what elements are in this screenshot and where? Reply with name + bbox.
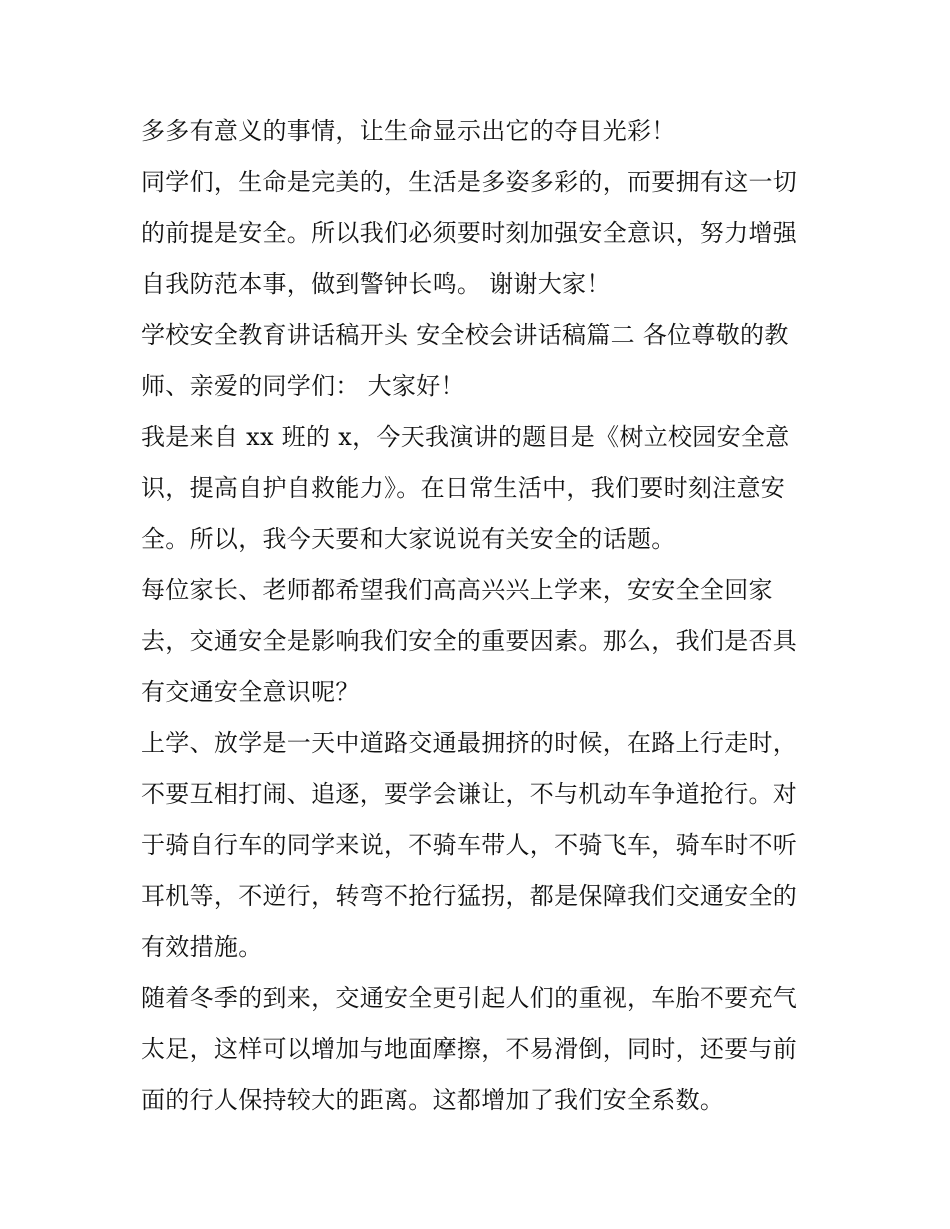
text-line: 师、亲爱的同学们： 大家好！ bbox=[141, 372, 465, 400]
text-line: 去，交通安全是影响我们安全的重要因素。那么，我们是否具 bbox=[141, 627, 798, 655]
text-line: 识，提高自护自救能力》。在日常生活中，我们要时刻注意安 bbox=[141, 474, 786, 502]
document-body bbox=[141, 106, 813, 1126]
text-line: 不要互相打闹、追逐，要学会谦让，不与机动车争道抢行。对 bbox=[141, 780, 798, 808]
text-line: 耳机等，不逆行，转弯不抢行猛拐，都是保障我们交通安全的 bbox=[141, 882, 798, 910]
text-line: 全。所以，我今天要和大家说说有关安全的话题。 bbox=[141, 525, 676, 553]
text-line: 的前提是安全。所以我们必须要时刻加强安全意识，努力增强 bbox=[141, 219, 798, 247]
paragraph bbox=[141, 565, 813, 718]
text-line: 每位家长、老师都希望我们高高兴兴上学来，安安全全回家 bbox=[141, 576, 773, 604]
text-line: 于骑自行车的同学来说，不骑车带人，不骑飞车，骑车时不听 bbox=[141, 831, 798, 859]
paragraph bbox=[141, 412, 813, 565]
text-line: 多多有意义的事情，让生命显示出它的夺目光彩！ bbox=[141, 117, 676, 145]
text-line: 上学、放学是一天中道路交通最拥挤的时候，在路上行走时， bbox=[141, 729, 798, 757]
text-line: 太足，这样可以增加与地面摩擦，不易滑倒，同时，还要与前 bbox=[141, 1035, 798, 1063]
paragraph bbox=[141, 157, 813, 310]
paragraph bbox=[141, 106, 813, 157]
paragraph bbox=[141, 310, 813, 412]
text-line: 学校安全教育讲话稿开头 安全校会讲话稿篇二 各位尊敬的教 bbox=[141, 321, 789, 349]
paragraph bbox=[141, 718, 813, 973]
text-line: 我是来自 xx 班的 x，今天我演讲的题目是《树立校园安全意 bbox=[141, 423, 790, 451]
paragraph bbox=[141, 973, 813, 1126]
text-line: 有交通安全意识呢？ bbox=[141, 678, 360, 706]
text-line: 同学们，生命是完美的，生活是多姿多彩的，而要拥有这一切 bbox=[141, 168, 798, 196]
text-line: 有效措施。 bbox=[141, 933, 263, 961]
text-line: 自我防范本事，做到警钟长鸣。 谢谢大家！ bbox=[141, 270, 611, 298]
text-line: 面的行人保持较大的距离。这都增加了我们安全系数。 bbox=[141, 1086, 725, 1114]
text-line: 随着冬季的到来，交通安全更引起人们的重视，车胎不要充气 bbox=[141, 984, 798, 1012]
